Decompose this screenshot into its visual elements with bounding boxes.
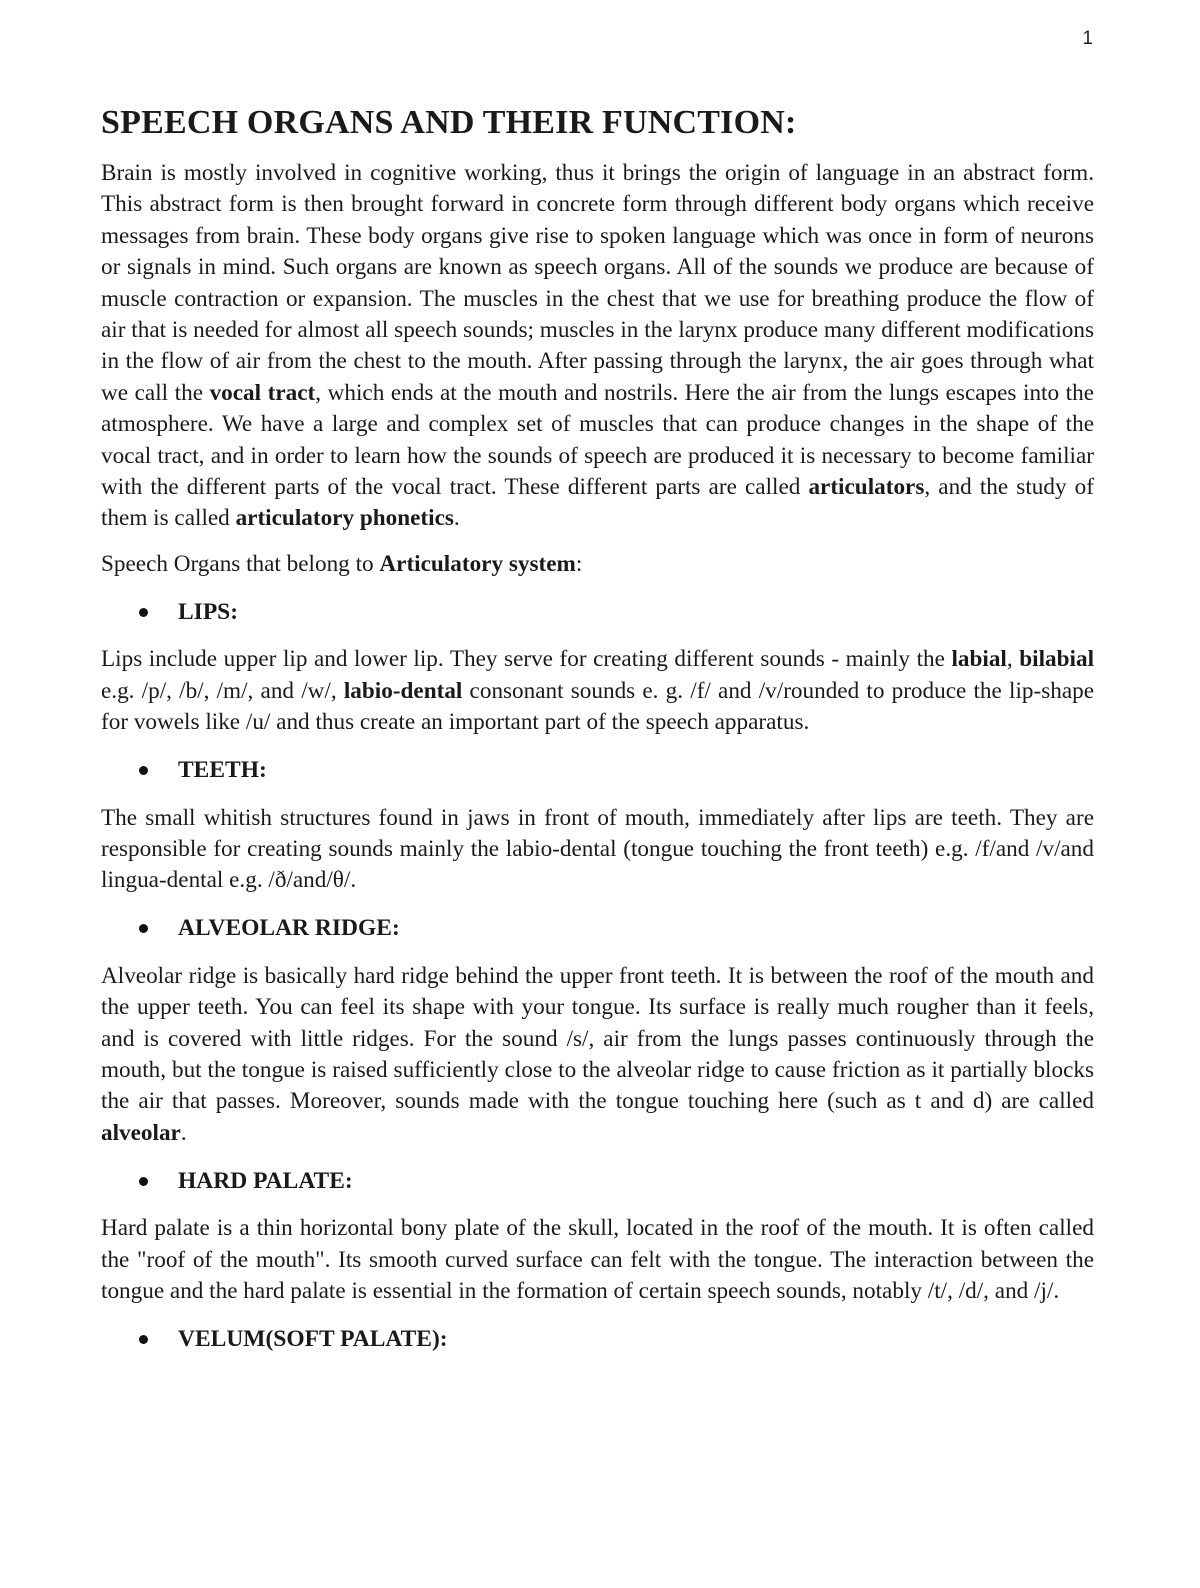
section-body-hard-palate <box>101 1213 1094 1307</box>
body-text: , <box>1006 646 1020 673</box>
body-text: Alveolar ridge is basically hard ridge behind the upper front teeth. It is between the roof of the mouth and the upper teeth. You can feel its shape with your tongue. Its surface is really much rougher than it feels, and is covered with little ridges. For the sound /s/, air from the lungs passes continuously through the mouth, but the tongue is raised sufficiently close to the alveolar ridge to cause friction as it partially blocks the air that passes. Moreover, sounds made with the tongue touching here (such as t and d) are called <box>101 962 1094 1115</box>
intro-text: Brain is mostly involved in cognitive working, thus it brings the origin of language in an abstract form. This abstract form is then brought forward in concrete form through different body organs which receive messages from brain. These body organs give rise to spoken language which was once in form of neurons or signals in mind. Such organs are known as speech organs. All of the sounds we produce are because of muscle contraction or expansion. The muscles in the chest that we use for breathing produce the flow of air that is needed for almost all speech sounds; muscles in the larynx produce many different modifications in the flow of air from the chest to the mouth. After passing through the larynx, the air goes through what we call the <box>101 160 1094 406</box>
intro-label-text: : <box>575 550 583 577</box>
intro-paragraph <box>101 158 1094 535</box>
body-text: e.g. /p/, /b/, /m/, and /w/, <box>101 677 344 704</box>
body-text: The small whitish structures found in jaws in front of mouth, immediately after lips are teeth. They are responsible for creating sounds mainly the labio-dental (tongue touching the front teeth) e.g. /f/and /v/and lingua-dental e.g. /ð/and/θ/. <box>101 804 1094 894</box>
term-vocal-tract: vocal tract <box>209 379 316 406</box>
term-articulators: articulators <box>808 474 925 501</box>
page-title: SPEECH ORGANS AND THEIR FUNCTION: <box>101 104 797 141</box>
term-bilabial: bilabial <box>1019 646 1095 673</box>
bullet-icon <box>139 924 148 933</box>
intro-text: , which ends at the mouth and nostrils. Here the air from the lungs escapes into the atmosphere. We have a large and complex set of muscles that can produce changes in the shape of the vocal tract, and in order to learn how the sounds of speech are produced it is necessary to become familiar with the different parts of the vocal tract. These different parts are called <box>101 379 1094 501</box>
term-articulatory-system: Articulatory system <box>379 550 576 577</box>
bullet-icon <box>139 608 148 617</box>
section-body-lips <box>101 644 1094 738</box>
articulatory-system-intro <box>101 549 1094 580</box>
bullet-icon <box>139 1177 148 1186</box>
body-text: consonant sounds e. g. /f/ and /v/rounded to produce the lip-shape for vowels like /u/ and thus create an important part of the speech apparatus. <box>101 677 1094 736</box>
bullet-icon <box>139 1335 148 1344</box>
section-heading-text: ALVEOLAR RIDGE: <box>178 915 400 942</box>
page-number: 1 <box>1082 28 1093 49</box>
body-text: Hard palate is a thin horizontal bony plate of the skull, located in the roof of the mouth. It is often called the "roof of the mouth". Its smooth curved surface can felt with the tongue. The interaction between the tongue and the hard palate is essential in the formation of certain speech sounds, notably /t/, /d/, and /j/. <box>101 1215 1094 1304</box>
document-body <box>101 100 1094 1371</box>
section-heading-text: HARD PALATE: <box>178 1167 353 1194</box>
section-heading-hard-palate <box>101 1165 1094 1197</box>
section-heading-lips <box>101 596 1094 628</box>
intro-text: . <box>453 505 460 532</box>
section-body-teeth <box>101 803 1094 897</box>
section-body-alveolar-ridge <box>101 961 1094 1149</box>
section-heading-text: LIPS: <box>178 598 239 625</box>
body-text: Lips include upper lip and lower lip. They serve for creating different sounds - mainly the <box>101 646 952 673</box>
bullet-icon <box>139 766 148 775</box>
term-alveolar: alveolar <box>101 1119 181 1146</box>
intro-label-text: Speech Organs that belong to <box>101 550 380 577</box>
term-labial: labial <box>951 646 1007 673</box>
section-heading-text: VELUM(SOFT PALATE): <box>178 1325 448 1352</box>
section-heading-alveolar-ridge <box>101 913 1094 945</box>
section-heading-velum <box>101 1323 1094 1355</box>
body-text: . <box>180 1119 187 1146</box>
section-heading-teeth <box>101 755 1094 787</box>
term-articulatory-phonetics: articulatory phonetics <box>235 505 454 532</box>
section-heading-text: TEETH: <box>178 757 267 783</box>
term-labio-dental: labio-dental <box>343 677 463 704</box>
intro-text: , and the study of them is called <box>101 474 1094 532</box>
